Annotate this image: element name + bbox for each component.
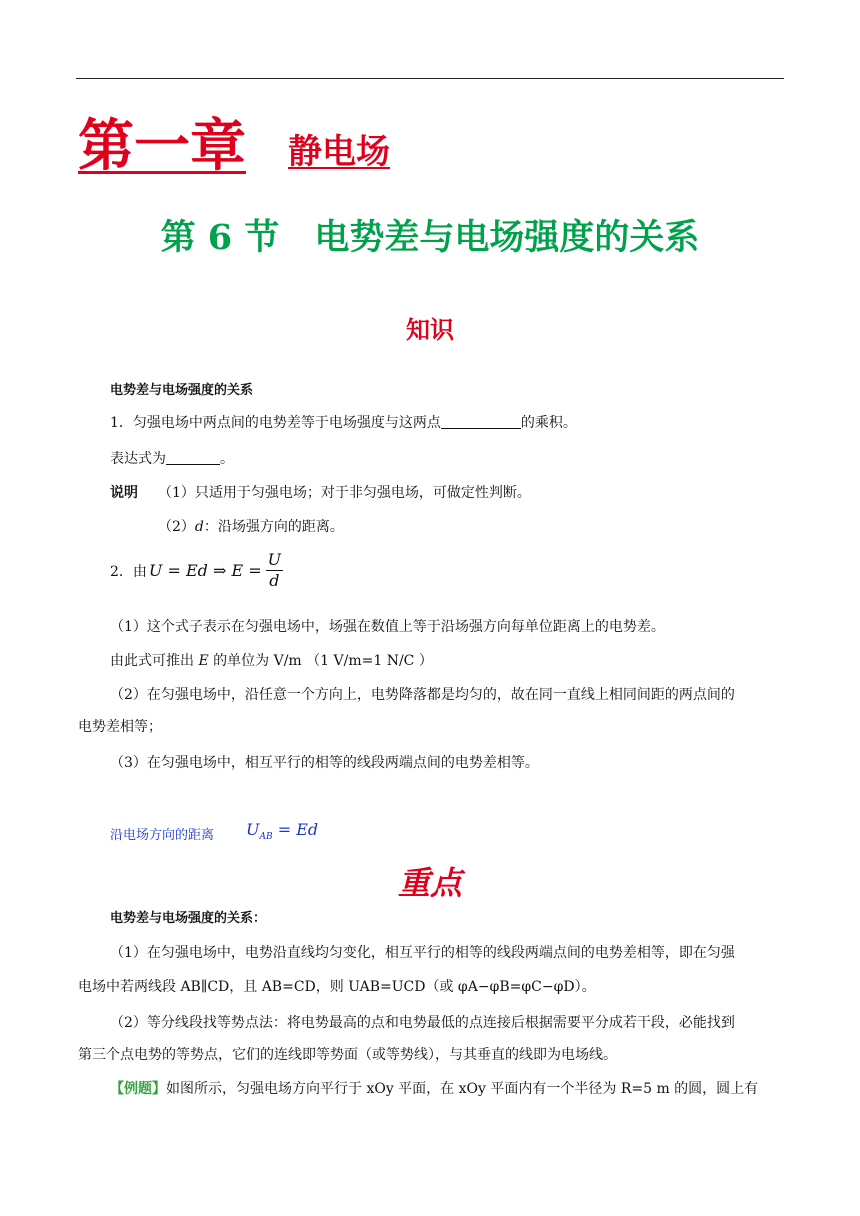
expr-text-pre: 表达式为 <box>110 451 166 467</box>
knowledge-item-1 <box>110 412 577 434</box>
note2-post: ：沿场强方向的距离。 <box>203 519 344 535</box>
knowledge-subheading: 电势差与电场强度的关系 <box>110 383 254 398</box>
fraction-numerator: U <box>267 550 282 569</box>
formula-line <box>110 550 283 591</box>
example-label: 【例题】 <box>110 1081 166 1097</box>
example-line <box>110 1078 758 1100</box>
formula-left: U = Ed ⇒ E = <box>148 561 262 580</box>
fraction-denominator: d <box>269 571 280 590</box>
item1-text-pre: 1．匀强电场中两点间的电势差等于电场强度与这两点 <box>110 415 441 431</box>
header-rule <box>76 78 784 79</box>
fill-blank <box>441 414 521 429</box>
formula-pre: 2．由 <box>110 563 147 580</box>
key-1-line-2: 电场中若两线段 AB∥CD，且 AB=CD，则 UAB=UCD（或 φA−φB=φC−φD）。 <box>78 979 596 995</box>
paragraph-4: （3）在匀强电场中，相互平行的相等的线段两端点间的电势差相等。 <box>110 755 539 771</box>
expression-line <box>110 448 234 470</box>
key-subheading: 电势差与电场强度的关系： <box>110 911 267 926</box>
annotation-text: 沿电场方向的距离 <box>110 828 215 843</box>
chapter-number: 第一章 <box>78 113 246 179</box>
chapter-title: 静电场 <box>288 132 390 172</box>
p2-var: E <box>198 653 209 669</box>
knowledge-heading: 知识 <box>406 315 454 344</box>
key-heading: 重点 <box>397 864 462 902</box>
paragraph-2 <box>110 650 433 672</box>
note2-var: d <box>194 519 204 535</box>
annotation-sub: AB <box>259 832 273 843</box>
annotation-rest: = Ed <box>272 820 319 839</box>
note-2 <box>158 516 344 538</box>
note-label: 说明 <box>110 485 138 501</box>
note2-pre: （2） <box>158 519 195 535</box>
example-text: 如图所示，匀强电场方向平行于 xOy 平面，在 xOy 平面内有一个半径为 R=5 m 的圆，圆上有 <box>166 1081 759 1097</box>
expr-text-post: 。 <box>220 451 234 467</box>
key-2-line-1: （2）等分线段找等势点法：将电势最高的点和电势最低的点连接后根据需要平分成若干段，必能找到 <box>110 1015 735 1031</box>
item1-text-post: 的乘积。 <box>520 415 577 431</box>
note-1: （1）只适用于匀强电场；对于非匀强电场，可做定性判断。 <box>158 485 531 501</box>
paragraph-3-line-1: （2）在匀强电场中，沿任意一个方向上，电势降落都是均匀的，故在同一直线上相同间距的两点间的 <box>110 687 735 703</box>
paragraph-1: （1）这个式子表示在匀强电场中，场强在数值上等于沿场强方向每单位距离上的电势差。 <box>110 619 665 635</box>
key-2-line-2: 第三个点电势的等势点，它们的连线即等势面（或等势线），与其垂直的线即为电场线。 <box>78 1047 617 1063</box>
annotation-formula <box>246 820 318 842</box>
paragraph-3-line-2: 电势差相等； <box>78 719 162 735</box>
key-1-line-1: （1）在匀强电场中，电势沿直线均匀变化，相互平行的相等的线段两端点间的电势差相等，即在匀强 <box>110 945 735 961</box>
p2-post: 的单位为 V/m （1 V/m=1 N/C ） <box>213 653 433 669</box>
section-title: 第 6 节 电势差与电场强度的关系 <box>160 217 700 258</box>
formula-fraction <box>266 550 283 591</box>
annotation-u: U <box>246 820 260 839</box>
p2-pre: 由此式可推出 <box>110 653 194 669</box>
fill-blank <box>166 450 220 465</box>
